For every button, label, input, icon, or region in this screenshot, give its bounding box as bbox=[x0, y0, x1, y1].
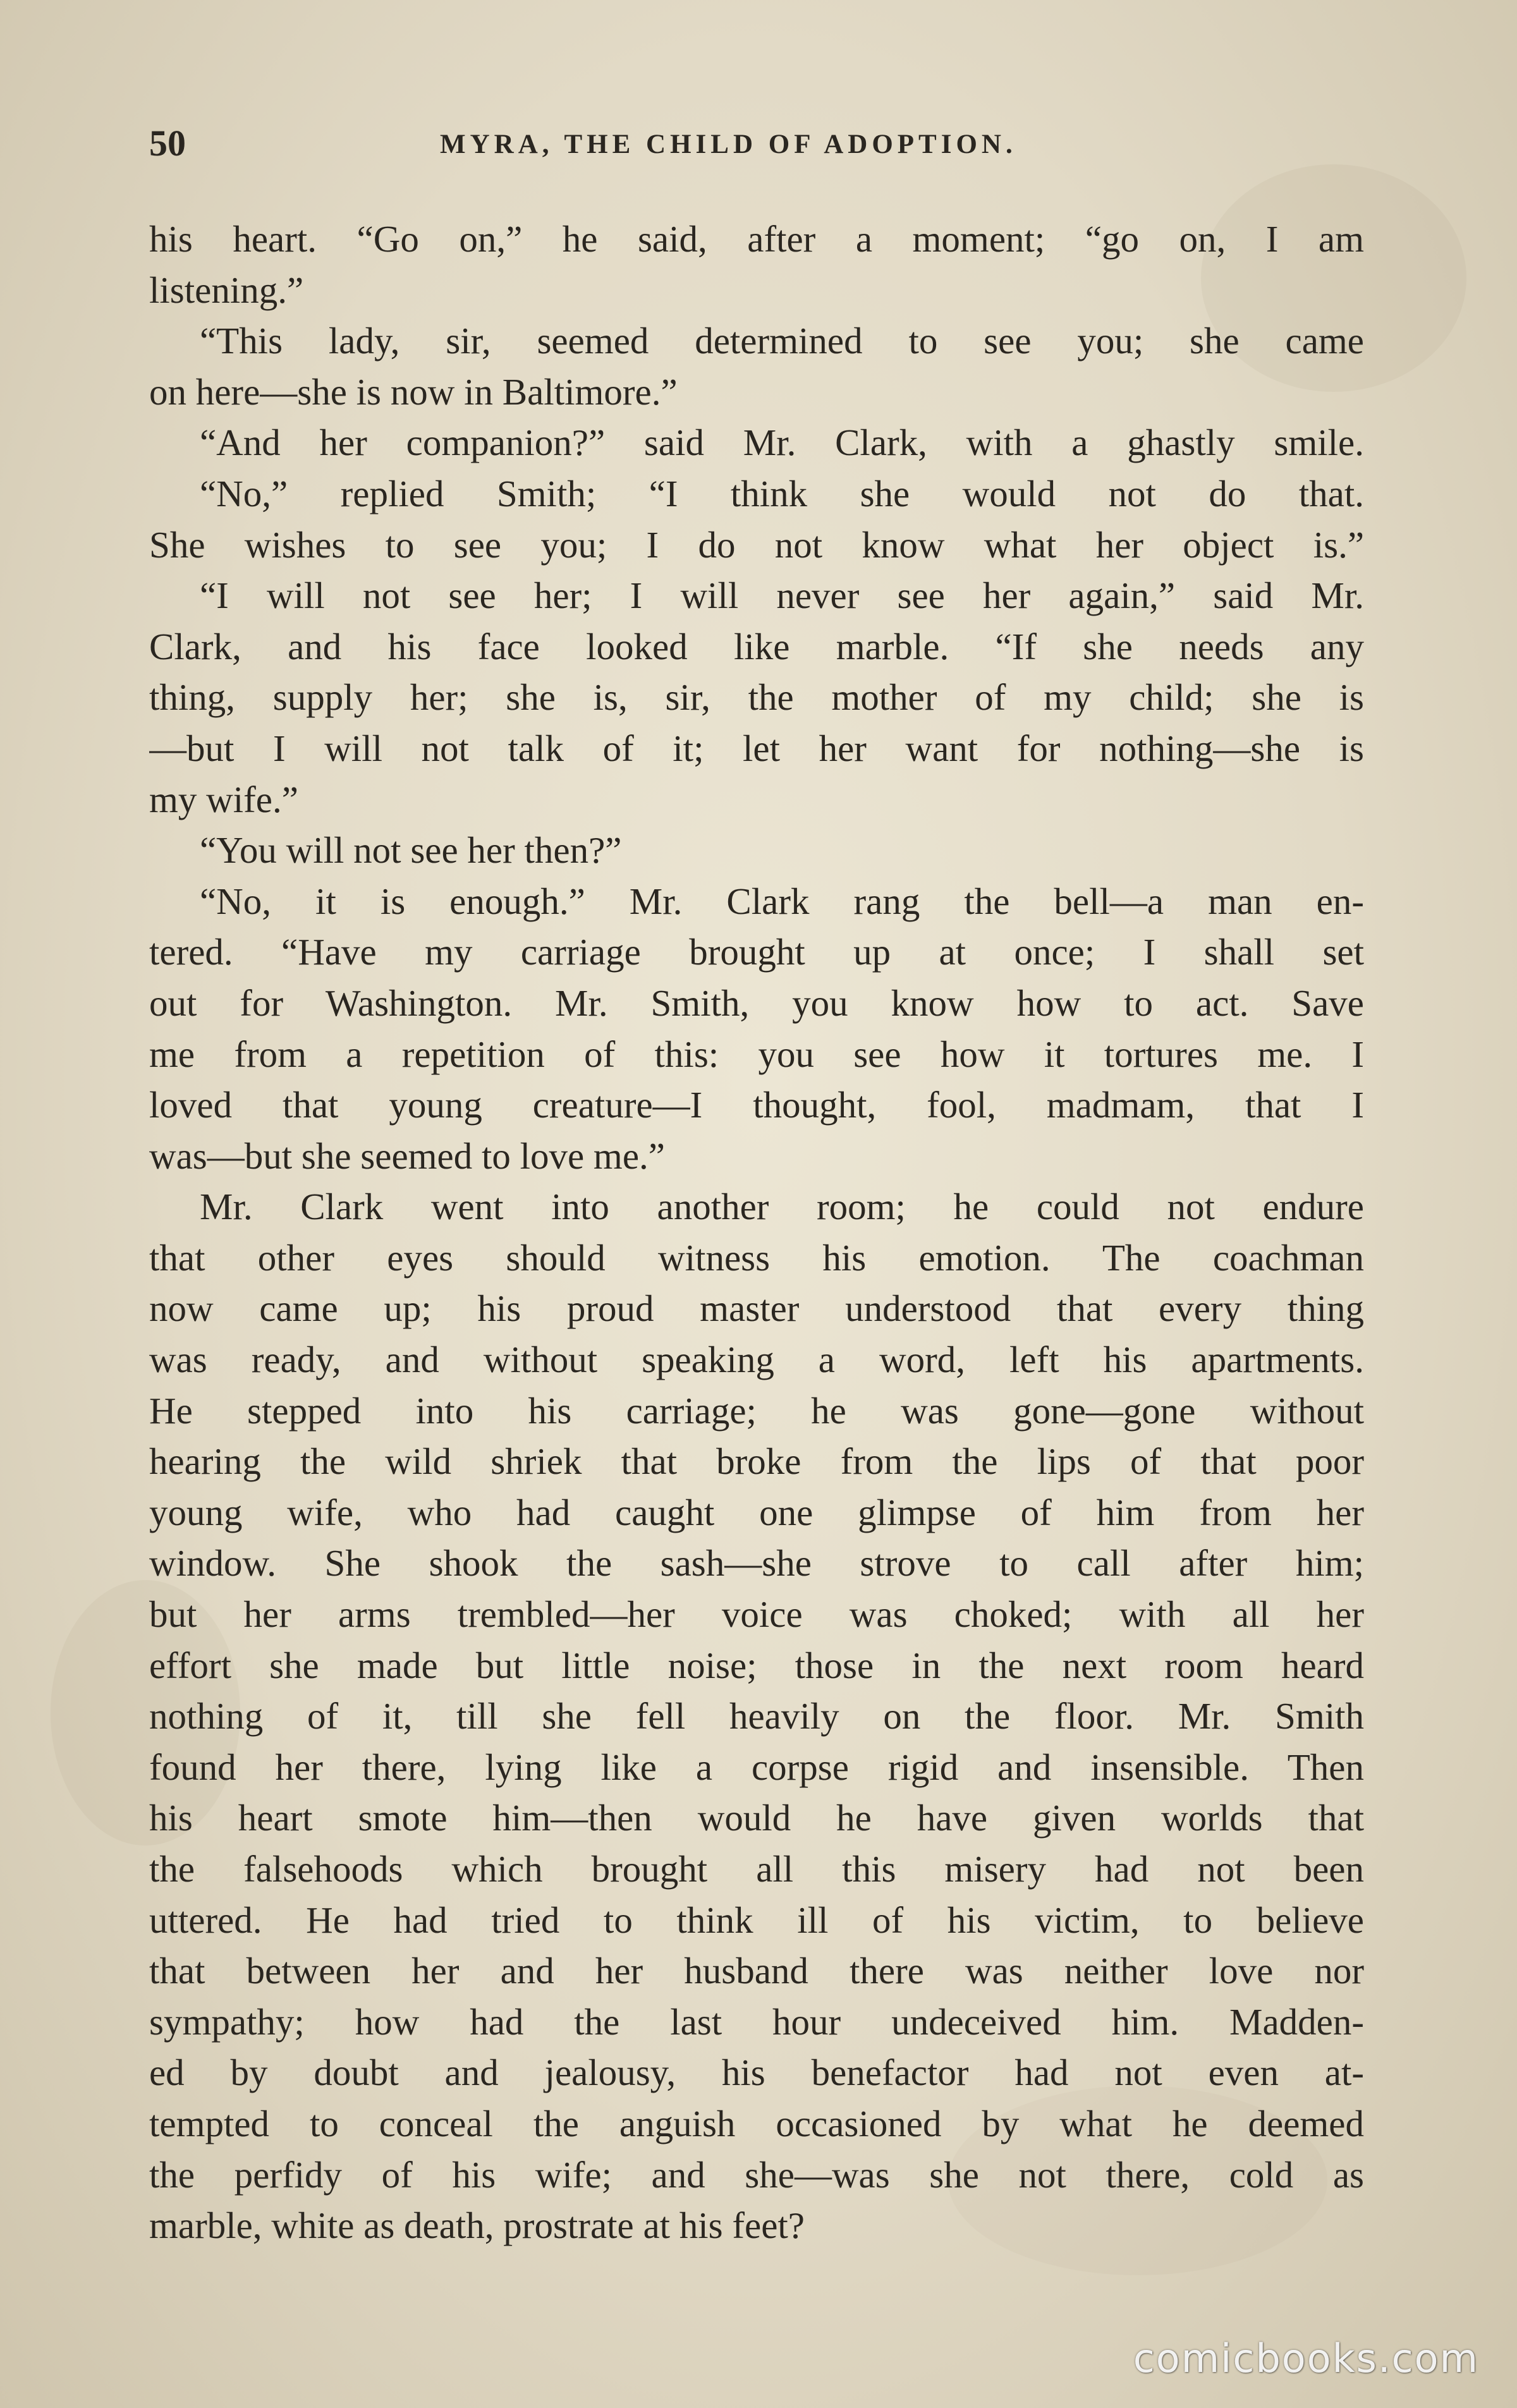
page-number: 50 bbox=[149, 123, 186, 164]
text-line: me from a repetition of this: you see how it tortures me. I bbox=[149, 1033, 1364, 1075]
text-line: “You will not see her then?” bbox=[200, 829, 622, 872]
running-head: MYRA, THE CHILD OF ADOPTION. bbox=[440, 130, 1017, 159]
text-line: sympathy; how had the last hour undeceived him. Madden- bbox=[149, 2000, 1364, 2043]
text-line: loved that young creature—I thought, fool, madmam, that I bbox=[149, 1084, 1364, 1126]
text-line: uttered. He had tried to think ill of his victim, to believe bbox=[149, 1899, 1364, 1941]
text-line: out for Washington. Mr. Smith, you know how to act. Save bbox=[149, 982, 1364, 1024]
text-line: marble, white as death, prostrate at his feet? bbox=[149, 2204, 805, 2247]
text-line: She wishes to see you; I do not know what her object is.” bbox=[149, 523, 1364, 566]
text-line: his heart. “Go on,” he said, after a moment; “go on, I am bbox=[149, 218, 1364, 260]
text-line: thing, supply her; she is, sir, the mother of my child; she is bbox=[149, 676, 1364, 719]
text-line: was ready, and without speaking a word, left his apartments. bbox=[149, 1339, 1364, 1381]
text-line: that other eyes should witness his emotion. The coachman bbox=[149, 1236, 1364, 1279]
text-line: the perfidy of his wife; and she—was she not there, cold as bbox=[149, 2153, 1364, 2196]
text-line: my wife.” bbox=[149, 778, 298, 820]
text-line: found her there, lying like a corpse rigid and insensible. Then bbox=[149, 1746, 1364, 1788]
text-line: “No, it is enough.” Mr. Clark rang the bell—a man en- bbox=[200, 880, 1364, 922]
text-line: “This lady, sir, seemed determined to see you; she came bbox=[200, 320, 1364, 362]
text-line: ed by doubt and jealousy, his benefactor had not even at- bbox=[149, 2052, 1364, 2094]
text-line: “No,” replied Smith; “I think she would not do that. bbox=[200, 472, 1364, 514]
text-line: hearing the wild shriek that broke from the lips of that poor bbox=[149, 1440, 1364, 1483]
text-line: “And her companion?” said Mr. Clark, with a ghastly smile. bbox=[200, 422, 1364, 464]
text-line: Mr. Clark went into another room; he could not endure bbox=[200, 1186, 1364, 1228]
text-line: Clark, and his face looked like marble. “If she needs any bbox=[149, 625, 1364, 667]
text-line: He stepped into his carriage; he was gone—gone without bbox=[149, 1389, 1364, 1432]
text-line: nothing of it, till she fell heavily on the floor. Mr. Smith bbox=[149, 1695, 1364, 1737]
watermark: comicbooks.com bbox=[1133, 2335, 1479, 2381]
text-line: effort she made but little noise; those in the next room heard bbox=[149, 1644, 1364, 1686]
text-line: tempted to conceal the anguish occasioned by what he deemed bbox=[149, 2102, 1364, 2144]
text-line: was—but she seemed to love me.” bbox=[149, 1134, 665, 1177]
text-line: “I will not see her; I will never see her again,” said Mr. bbox=[200, 575, 1364, 617]
text-line: his heart smote him—then would he have given worlds that bbox=[149, 1797, 1364, 1839]
text-line: but her arms trembled—her voice was choked; with all her bbox=[149, 1593, 1364, 1636]
text-line: window. She shook the sash—she strove to call after him; bbox=[149, 1542, 1364, 1584]
body-text bbox=[149, 214, 1364, 2251]
text-line: —but I will not talk of it; let her want for nothing—she is bbox=[149, 727, 1364, 769]
text-line: the falsehoods which brought all this misery had not been bbox=[149, 1848, 1364, 1890]
text-line: now came up; his proud master understood that every thing bbox=[149, 1287, 1364, 1330]
text-line: on here—she is now in Baltimore.” bbox=[149, 370, 678, 413]
text-line: tered. “Have my carriage brought up at once; I shall set bbox=[149, 931, 1364, 973]
text-line: young wife, who had caught one glimpse of him from her bbox=[149, 1491, 1364, 1533]
text-line: that between her and her husband there was neither love nor bbox=[149, 1950, 1364, 1992]
page-header bbox=[149, 121, 1382, 166]
text-line: listening.” bbox=[149, 269, 304, 311]
